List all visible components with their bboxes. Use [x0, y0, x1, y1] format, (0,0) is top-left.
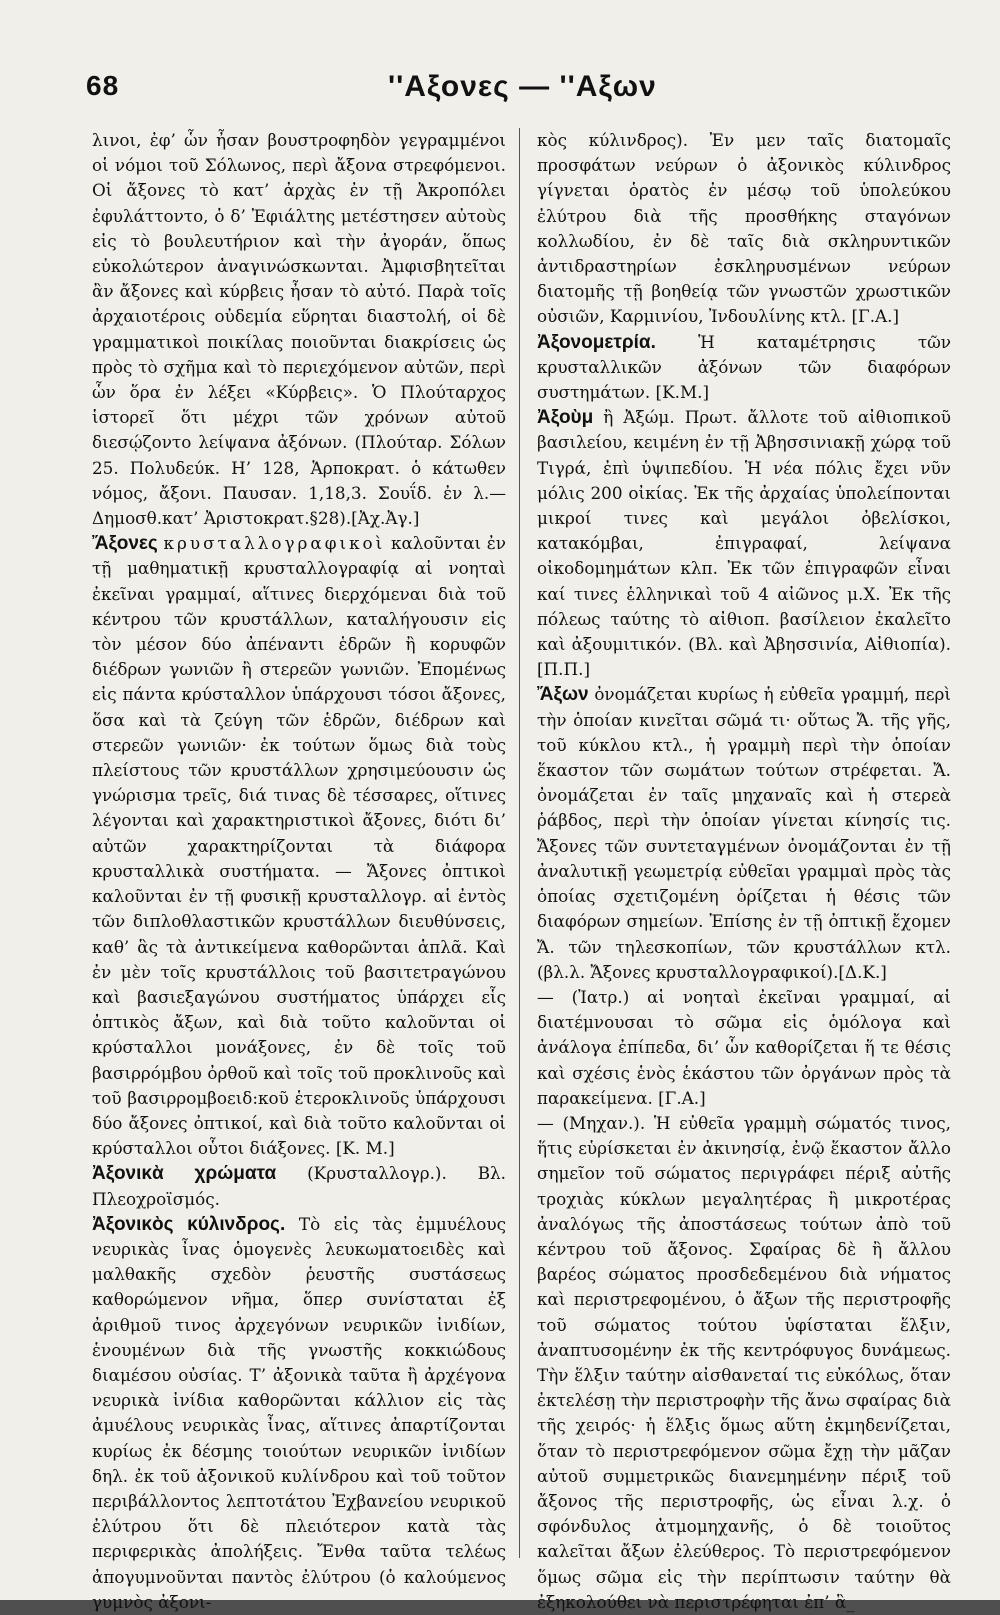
- entry-axon-iatr: — (Ἰατρ.) αἱ νοηταὶ ἐκεῖναι γραμμαί, αἱ διατέμνουσαι τὸ σῶμα εἰς ὁμόλογα καὶ ἀνάλογα ἐπίπεδα, δι’ ὧν καθορίζεται ἥ τε θέσις καὶ σχέσις ἑνὸς ἑκάστου τῶν ὀργάνων πρὸς τὰ παρακείμενα. [Γ.Α.]: [537, 986, 951, 1108]
- entry-lemma: Ἀξονικὸς κύλινδρος.: [92, 1213, 286, 1235]
- entry-axon-mech: — (Μηχαν.). Ἡ εὐθεῖα γραμμὴ σώματός τινος, ἥτις εὑρίσκεται ἐν ἀκινησίᾳ, ἐνῷ ἕκαστον ἄλλο σημεῖον τοῦ σώματος περιγράφει πέριξ αὐτῆς τροχιὰς κύκλων μεγαλητέρας ἢ μικροτέρας ἀναλόγως τῆς ἀποστάσεως τούτων ἀπὸ τοῦ κέντρου τοῦ ἄξονος. Σφαίρας δὲ ἢ ἄλλου βαρέος σώματος προσδεδεμένου διὰ νήματος καὶ περιστρεφομένου, ὁ ἄξων τῆς περιστροφῆς τοῦ σώματος τούτου ὑφίσταται ἕλξιν, ἀναπτυσομένην ἐκ τῆς κεντρόφυγος δυνάμεως. Τὴν ἕλξιν ταύτην αἰσθανεταί τις εὐκόλως, ὅταν ἐκτελέσῃ τὴν περιστροφὴν τῆς ἄνω σφαίρας διὰ τῆς χειρός· ἡ ἕλξις ὅμως αὕτη ἐκμηδενίζεται, ὅταν τὸ περιστρεφόμενον σῶμα ἔχῃ τὴν μᾶζαν αὐτοῦ συμμετρικῶς διανεμημένην πέριξ τοῦ ἄξονος τῆς περιστροφῆς, ὡς εἶναι λ.χ. ὁ σφόνδυλος ἀτμομηχανῆς, ὁ δὲ τοιοῦτος καλεῖται ἄξων ἐλεύθερος. Τὸ περιστρεφόμενον ὅμως σῶμα εἰς τὴν περίπτωσιν ταύτην θὰ ἐξηκολούθει νὰ περιστρέφηται ἐπ’ ἃ_: [537, 1112, 951, 1612]
- entry-lemma: Ἀξοὺμ: [537, 407, 594, 429]
- entry-continuation: λινοι, ἐφ’ ὧν ἦσαν βουστροφηδὸν γεγραμμένοι οἱ νόμοι τοῦ Σόλωνος, περὶ ἄξονα στρεφόμενοι. Οἱ ἄξονες τὸ κατ’ ἀρχὰς ἐν τῇ Ἀκροπόλει ἐφυλάττοντο, ὁ δ’ Ἐφιάλτης μετέστησεν αὐτοὺς εἰς τὸ βουλευτήριον καὶ τὴν ἀγοράν, ὅπως εὐκολώτερον ἀναγινώσκωνται. Ἀμφισβητεῖται ἂν ἄξονες καὶ κύρβεις ἦσαν τὸ αὐτό. Παρὰ τοῖς ἀρχαιοτέροις οὐδεμία εὕρηται διαστολή, οἱ δὲ γραμματικοὶ ποικίλας ποιοῦνται διακρίσεις ὡς πρὸς τὸ σχῆμα καὶ τὸ περιεχόμενον αὐτῶν, περὶ ὧν ὅρα ἐν λέξει «Κύρβεις». Ὁ Πλούταρχος ἱστορεῖ ὅτι μέχρι τῶν χρόνων αὐτοῦ διεσῴζοντο λείψανα ἀξόνων. (Πλούταρ. Σόλων 25. Πολυδεύκ. Η’ 128, Ἁρποκρατ. ὁ κάτωθεν νόμος, ἄξονι. Παυσαν. 1,18,3. Σουΐδ. ἐν λ.—Δημοσθ.κατ’ Ἀριστοκρατ.§28).[Ἀχ.Ἀγ.]: [92, 130, 506, 529]
- left-column: [92, 128, 506, 1615]
- right-column: [537, 128, 951, 1615]
- entry-axonometria: Ἀξονομετρία. Ἡ καταμέτρησις τῶν κρυσταλλικῶν ἀξόνων τῶν διαφόρων συστημάτων. [Κ.Μ.]: [537, 331, 951, 403]
- entry-lemma: Ἀξονομετρία.: [537, 331, 656, 353]
- entry-lemma: Ἄξονες: [92, 533, 158, 555]
- entry-axones-crystallographic: Ἄξονες κρυσταλλογραφικοὶ καλοῦνται ἐν τῇ μαθηματικῇ κρυσταλλογραφίᾳ αἱ νοηταὶ ἐκεῖναι γραμμαί, αἵτινες διερχόμεναι διὰ τοῦ κέντρου τῶν κρυστάλλων, καταλήγουσιν εἰς τὸν μέσον δύο ἀπέναντι ἑδρῶν ἢ κορυφῶν διέδρων γωνιῶν ἢ στερεῶν γωνιῶν. Ἐπομένως εἰς πάντα κρύσταλλον ὑπάρχουσι τόσοι ἄξονες, ὅσα καὶ τὰ ζεύγη τῶν ἑδρῶν, διέδρων καὶ στερεῶν γωνιῶν· ἐκ τούτων ὅμως διὰ τοὺς πλείστους τῶν κρυστάλλων χρησιμεύουσιν ὡς γνώρισμα τρεῖς, διά τινας δὲ τέσσαρες, οἵτινες λέγονται καὶ χαρακτηριστικοὶ ἄξονες, διότι δι’ αὐτῶν χαρακτηρίζονται τὰ διάφορα κρυσταλλικὰ συστήματα. — Ἄξονες ὀπτικοὶ καλοῦνται ἐν τῇ φυσικῇ κρυσταλλογρ. αἱ ἐντὸς τῶν διπλοθλαστικῶν κρυστάλλων διευθύνσεις, καθ’ ἃς τὰ ἀντικείμενα καθορῶνται ἁπλᾶ. Καὶ ἐν μὲν τοῖς κρυστάλλοις τοῦ βασιτετραγώνου καὶ βασιεξαγώνου συστήματος ὑπάρχει εἷς ὀπτικὸς ἄξων, καὶ διὰ τοῦτο καλοῦνται οἱ κρύσταλλοι μονάξονες, ἐν δὲ τοῖς τοῦ βασιρρόμβου ὀρθοῦ καὶ τοῖς τοῦ προκλινοῦς καὶ τοῦ βασιρρομβοειδ:κοῦ ἑτεροκλινοῦς ὑπάρχουσι δύο ἄξονες ὀπτικοί, καὶ διὰ τοῦτο καλοῦνται οἱ κρύσταλλοι οὗτοι διάξονες. [Κ. Μ.]: [92, 533, 507, 1159]
- entry-lemma-spaced: κρυσταλλογραφικοὶ: [163, 533, 386, 554]
- page-number: 68: [86, 70, 120, 101]
- entry-axonika-chromata: Ἀξονικὰ χρώματα (Κρυσταλλογρ.). Βλ. Πλεοχροϊσμός.: [92, 1163, 507, 1209]
- column-divider: [519, 128, 520, 1558]
- entry-axon: Ἄξων ὀνομάζεται κυρίως ἡ εὐθεῖα γραμμή, περὶ τὴν ὁποίαν κινεῖται σῶμά τι· οὕτως Ἄ. τῆς γῆς, τοῦ κύκλου κτλ., ἡ γραμμὴ περὶ τὴν ὁποίαν ἕκαστον τῶν σωμάτων τούτων στρέφεται. Ἄ. ὀνομάζεται ἐν ταῖς μηχαναῖς καὶ ἡ στερεὰ ῥάβδος, περὶ τὴν ὁποίαν γίνεται κίνησίς τις. Ἄξονες τῶν συντεταγμένων ὀνομάζονται ἐν τῇ ἀναλυτικῇ γεωμετρίᾳ εὐθεῖαι γραμμαὶ πρὸς τὰς ὁποίας σχετιζομένη ὁρίζεται ἡ θέσις τῶν διαφόρων σημείων. Ἐπίσης ἐν τῇ ὀπτικῇ ἔχομεν Ἄ. τῶν τηλεσκοπίων, τῶν κρυστάλλων κτλ.(βλ.λ. Ἄξονες κρυσταλλογραφικοί).[Δ.Κ.]: [537, 684, 951, 982]
- entry-axonikos-kylindros: Ἀξονικὸς κύλινδρος. Τὸ εἰς τὰς ἐμμυέλους νευρικὰς ἶνας ὁμογενὲς λευκωματοειδὲς καὶ μαλθακῆς σχεδὸν ῥευστῆς συστάσεως καθορώμενον νῆμα, ὅπερ συνίσταται ἐξ ἀριθμοῦ τινος ἀρχεγόνων νευρικῶν ἰνιδίων, ἑνουμένων διὰ τῆς γνωστῆς κοκκιώδους διαμέσου οὐσίας. Τ’ ἀξονικὰ ταῦτα ἢ ἀρχέγονα νευρικὰ ἰνίδια καθορῶνται κάλλιον εἰς τὰς ἀμυέλους νευρικὰς ἶνας, αἵτινες ἀπαρτίζονται κυρίως ἐκ δέσμης τοιούτων νευρικῶν ἰνιδίων δηλ. ἐκ τοῦ ἀξονικοῦ κυλίνδρου καὶ τοῦ τοῦτον περιβάλλοντος λεπτοτάτου Ἐχβανείου νευρικοῦ ἐλύτρου ὅτι δὲ πλειότερον κατὰ τὰς περιφερικὰς ἀπολήξεις. Ἔνθα ταῦτα τελέως ἀπογυμνοῦνται παντὸς ἐλύτρου (ὁ καλούμενος γυμνὸς ἀξονι-: [92, 1213, 506, 1612]
- entry-axoum: Ἀξοὺμ ἢ Ἀξώμ. Πρωτ. ἄλλοτε τοῦ αἰθιοπικοῦ βασιλείου, κειμένη ἐν τῇ Ἀβησσινιακῇ χώρᾳ τοῦ Τιγρά, ἐπὶ ὑψιπεδίου. Ἡ νέα πόλις ἔχει νῦν μόλις 200 οἰκίας. Ἐκ τῆς ἀρχαίας ὑπολείπονται μικροί τινες καὶ μεγάλοι ὀβελίσκοι, κατακόμβαι, ἐπιγραφαί, λείψανα οἰκοδομημάτων κλπ. Ἐκ τῶν ἐπιγραφῶν εἶναι καί τινες ἑλληνικαὶ τοῦ 4 αἰῶνος μ.Χ. Ἐκ τῆς πόλεως ταύτης τὸ αἰθιοπ. βασίλειον ἐκαλεῖτο καὶ ἀξουμιτικόν. (Βλ. καὶ Ἀβησσινία, Αἰθιοπία). [Π.Π.]: [537, 407, 951, 680]
- entry-lemma: Ἀξονικὰ χρώματα: [92, 1163, 277, 1185]
- entry-continuation: κὸς κύλινδρος). Ἐν μεν ταῖς διατομαῖς προσφάτων νεύρων ὁ ἀξονικὸς κύλινδρος γίγνεται ὁρατὸς ἐν μέσῳ τοῦ ὑπολεύκου ἐλύτρου διὰ τῆς προσθήκης σταγόνων κολλωδίου, ἐν δὲ ταῖς διὰ σκληρυντικῶν ἀντιδραστηρίων ἐσκληρυσμένων νεύρων διατομῆς τῇ βοηθείᾳ τῶν γνωστῶν χρωστικῶν οὐσιῶν, Καρμινίου, Ἰνδουλίνης κτλ. [Γ.Α.]: [537, 130, 951, 327]
- running-title: ''Αξονες — ''Αξων: [388, 70, 657, 103]
- entry-lemma: Ἄξων: [537, 684, 589, 706]
- page-header: [0, 70, 1000, 120]
